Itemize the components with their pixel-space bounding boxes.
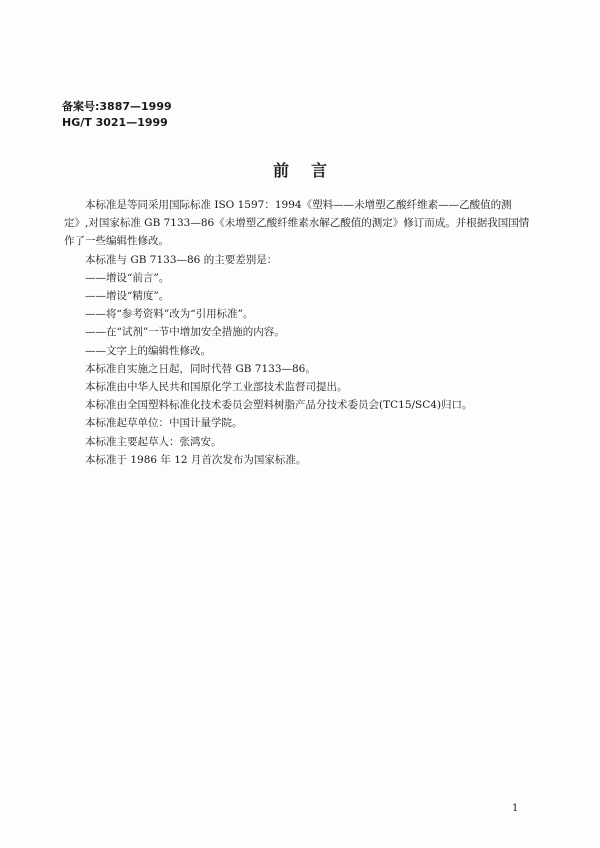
page-number: 1 [512, 803, 519, 814]
standard-number: HG/T 3021—1999 [62, 116, 168, 129]
difference-item: ——在“试剂”一节中增加安全措施的内容。 [85, 326, 285, 339]
paragraph-adoption: 本标准是等同采用国际标准 ISO 1597：1994《塑料——未增塑乙酸纤维素——乙酸值的测定》,对国家标准 GB 7133—86《未增塑乙酸纤维素水解乙酸值的测定》修订而成。并根据我国国情作了一些编辑性修改。 [64, 199, 530, 248]
page-title: 前言 [272, 161, 349, 180]
difference-item: ——增设“前言”。 [85, 271, 170, 284]
difference-item: ——文字上的编辑性修改。 [85, 344, 211, 357]
difference-item: ——增设“精度”。 [85, 290, 170, 303]
paragraph-replacement: 本标准自实施之日起，同时代替 GB 7133—86。 [85, 362, 316, 375]
standard-codes [62, 99, 172, 131]
paragraph-differences-intro: 本标准与 GB 7133—86 的主要差别是： [85, 253, 278, 266]
record-number: 备案号:3887—1999 [62, 100, 172, 113]
paragraph-first-release: 本标准于 1986 年 12 月首次发布为国家标准。 [85, 453, 307, 466]
paragraph-proposer: 本标准由中华人民共和国原化学工业部技术监督司提出。 [85, 381, 348, 394]
paragraph-drafting-unit: 本标准起草单位：中国计量学院。 [85, 417, 243, 430]
paragraph-committee: 本标准由全国塑料标准化技术委员会塑料树脂产品分技术委员会(TC15/SC4)归口。 [85, 399, 473, 412]
paragraph-drafters: 本标准主要起草人：张鸿安。 [85, 435, 222, 448]
difference-item: ——将“参考资料”改为“引用标准”。 [85, 308, 254, 321]
foreword-body [64, 196, 532, 469]
